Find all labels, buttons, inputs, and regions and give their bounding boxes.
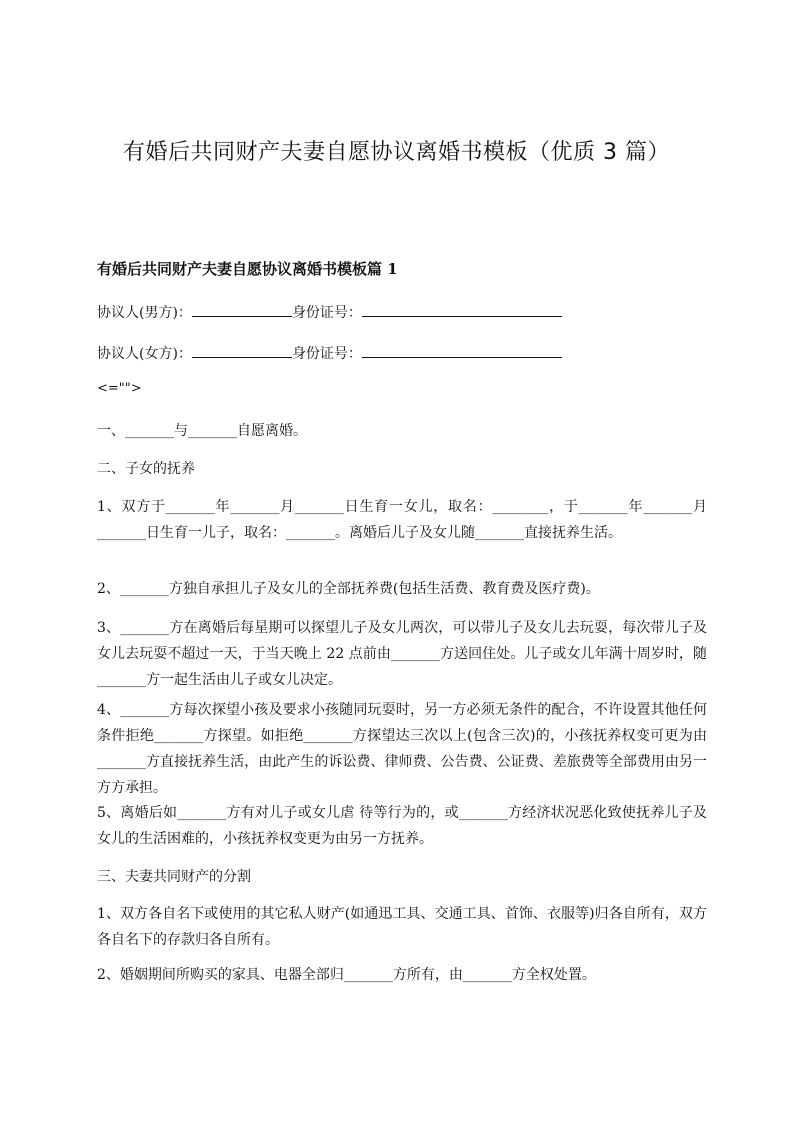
party-male-name-blank[interactable] — [192, 298, 292, 317]
section-property: 三、夫妻共同财产的分割 — [97, 869, 251, 885]
party-female-id-blank[interactable] — [362, 339, 562, 358]
clause-children-2: 2、_______方独自承担儿子及女儿的全部抚养费(包括生活费、教育费及医疗费)。 — [97, 581, 600, 597]
section-children: 二、子女的抚养 — [97, 461, 195, 477]
clause-property-1: 1、双方各自名下或使用的其它私人财产(如通迅工具、交通工具、首饰、衣服等)归各自所有，双方各自名下的存款归各自所有。 — [97, 906, 707, 948]
document-title: 有婚后共同财产夫妻自愿协议离婚书模板（优质 3 篇） — [123, 140, 670, 165]
party-male-row — [97, 298, 707, 327]
clause-children-1: 1、双方于_______年_______月_______日生育一女儿，取名：________，于_______年_______月_______日生育一儿子，取名：_______。离婚后儿子及女儿随_______直接抚养生活。 — [97, 499, 707, 541]
party-male-id-blank[interactable] — [362, 298, 562, 317]
clause-property-2: 2、婚姻期间所购买的家具、电器全部归_______方所有，由_______方全权处置。 — [97, 967, 596, 983]
section-heading: 有婚后共同财产夫妻自愿协议离婚书模板篇 1 — [97, 260, 398, 278]
party-female-id-label: 身份证号： — [291, 346, 362, 362]
party-female-label: 协议人(女方)： — [97, 346, 192, 362]
clause-1: 一、_______与_______自愿离婚。 — [97, 423, 307, 439]
clause-children-4: 4、_______方每次探望小孩及要求小孩随同玩耍时，另一方必须无条件的配合，不许设置其他任何条件拒绝_______方探望。如拒绝_______方探望达三次以上(包含三次)的，小孩抚养权变可更为由_______方直接抚养生活，由此产生的诉讼费、律师费、公告费、公证费、差旅费等全部费用由另一方方承担。 — [97, 702, 707, 796]
party-male-id-label: 身份证号： — [291, 305, 362, 321]
party-male-label: 协议人(男方)： — [97, 305, 192, 321]
party-female-row — [97, 339, 707, 368]
clause-children-5: 5、离婚后如_______方有对儿子或女儿虐 待等行为的，或_______方经济状况恶化致使抚养儿子及女儿的生活困难的，小孩抚养权变更为由另一方抚养。 — [97, 805, 707, 847]
clause-children-3: 3、_______方在离婚后每星期可以探望儿子及女儿两次，可以带儿子及女儿去玩耍，每次带儿子及女儿去玩耍不超过一天，于当天晚上 22 点前由_______方送回住处。儿子或女儿年满十周岁时，随_______方一起生活由儿子或女儿决定。 — [97, 620, 707, 688]
stray-markup-text: <=""> — [97, 381, 142, 396]
party-female-name-blank[interactable] — [192, 339, 292, 358]
